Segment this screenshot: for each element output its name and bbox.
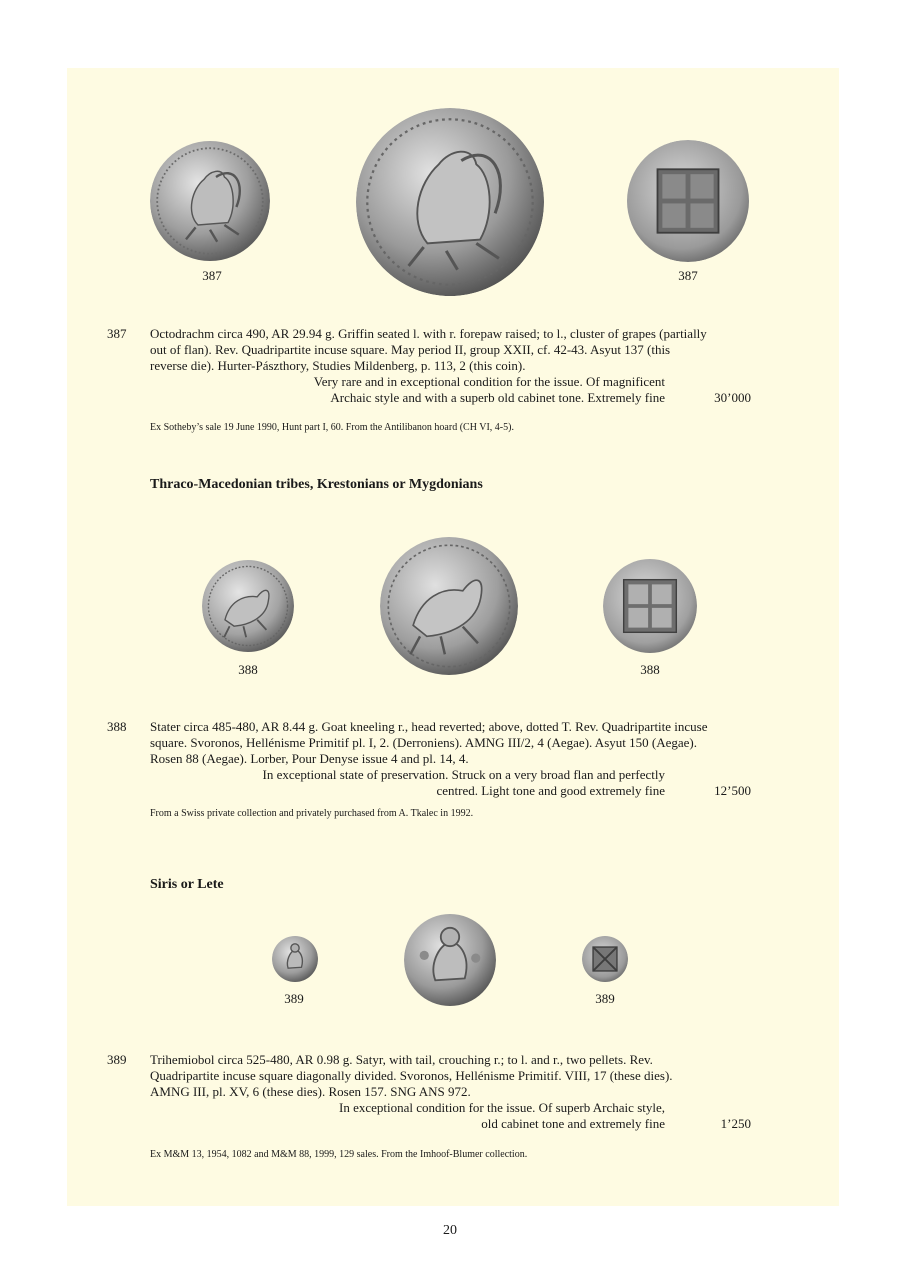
description-line: square. Svoronos, Hellénisme Primitif pl. I, 2. (Derroniens). AMNG III/2, 4 (Aegae). Asyut 150 (Aegae). [150,735,697,750]
coin-389-obverse-image [272,934,318,984]
image-label-388-right: 388 [640,662,660,677]
condition-line: centred. Light tone and good extremely fine [436,783,665,798]
coin-389-obverse-enlarged-image [404,910,496,1010]
condition-line: In exceptional state of preservation. Struck on a very broad flan and perfectly [262,767,665,782]
image-label-389-right: 389 [595,991,615,1006]
page-number: 20 [443,1223,457,1238]
lot-provenance-387: Ex Sotheby’s sale 19 June 1990, Hunt part I, 60. From the Antilibanon hoard (CH VI, 4-5). [150,422,514,433]
description-line: Octodrachm circa 490, AR 29.94 g. Griffin seated l. with r. forepaw raised; to l., cluster of grapes (partially [150,326,707,341]
description-line: Rosen 88 (Aegae). Lorber, Pour Denyse issue 4 and pl. 14, 4. [150,751,469,766]
description-line: Trihemiobol circa 525-480, AR 0.98 g. Satyr, with tail, crouching r.; to l. and r., two pellets. Rev. [150,1052,653,1067]
coin-387-obverse-image [150,139,270,263]
lot-number-388: 388 [107,719,127,734]
lot-price-389: 1’250 [720,1116,751,1131]
lot-number-389: 389 [107,1052,127,1067]
coin-388-obverse-image [202,558,294,654]
description-line: Stater circa 485-480, AR 8.44 g. Goat kneeling r., head reverted; above, dotted T. Rev. Quadripartite incuse [150,719,708,734]
lot-condition-389 [339,1100,665,1132]
coin-388-reverse-image [603,558,697,654]
image-label-388-left: 388 [238,662,258,677]
coin-387-reverse-image [626,140,750,262]
condition-line: In exceptional condition for the issue. Of superb Archaic style, [339,1100,665,1115]
image-label-387-left: 387 [202,268,222,283]
image-label-387-right: 387 [678,268,698,283]
lot-provenance-389: Ex M&M 13, 1954, 1082 and M&M 88, 1999, 129 sales. From the Imhoof-Blumer collection. [150,1149,528,1160]
description-line: AMNG III, pl. XV, 6 (these dies). Rosen 157. SNG ANS 972. [150,1084,471,1099]
lot-condition-387 [314,374,665,406]
coin-389-reverse-image [582,935,628,983]
condition-line: Archaic style and with a superb old cabinet tone. Extremely fine [330,390,665,405]
lot-condition-388 [263,767,665,799]
condition-line: Very rare and in exceptional condition for the issue. Of magnificent [313,374,665,389]
description-line: out of flan). Rev. Quadripartite incuse square. May period II, group XXII, cf. 42-43. Asyut 137 (this [150,342,671,357]
description-line: Quadripartite incuse square diagonally divided. Svoronos, Hellénisme Primitif. VIII, 17 (these dies). [150,1068,673,1083]
lot-provenance-388: From a Swiss private collection and privately purchased from A. Tkalec in 1992. [150,808,474,819]
section-heading: Thraco-Macedonian tribes, Krestonians or Mygdonians [150,477,483,492]
lot-price-388: 12’500 [714,783,751,798]
lot-description-388 [150,719,751,767]
description-line: reverse die). Hurter-Pászthory, Studies Mildenberg, p. 113, 2 (this coin). [150,358,526,373]
lot-description-389 [150,1052,751,1100]
coin-387-obverse-enlarged-image [356,108,544,296]
lot-description-387 [150,326,751,374]
condition-line: old cabinet tone and extremely fine [481,1116,665,1131]
image-label-389-left: 389 [284,991,304,1006]
coin-388-obverse-enlarged-image [380,533,518,679]
lot-price-387: 30’000 [714,390,751,405]
section-heading: Siris or Lete [150,877,224,892]
lot-number-387: 387 [107,326,127,341]
